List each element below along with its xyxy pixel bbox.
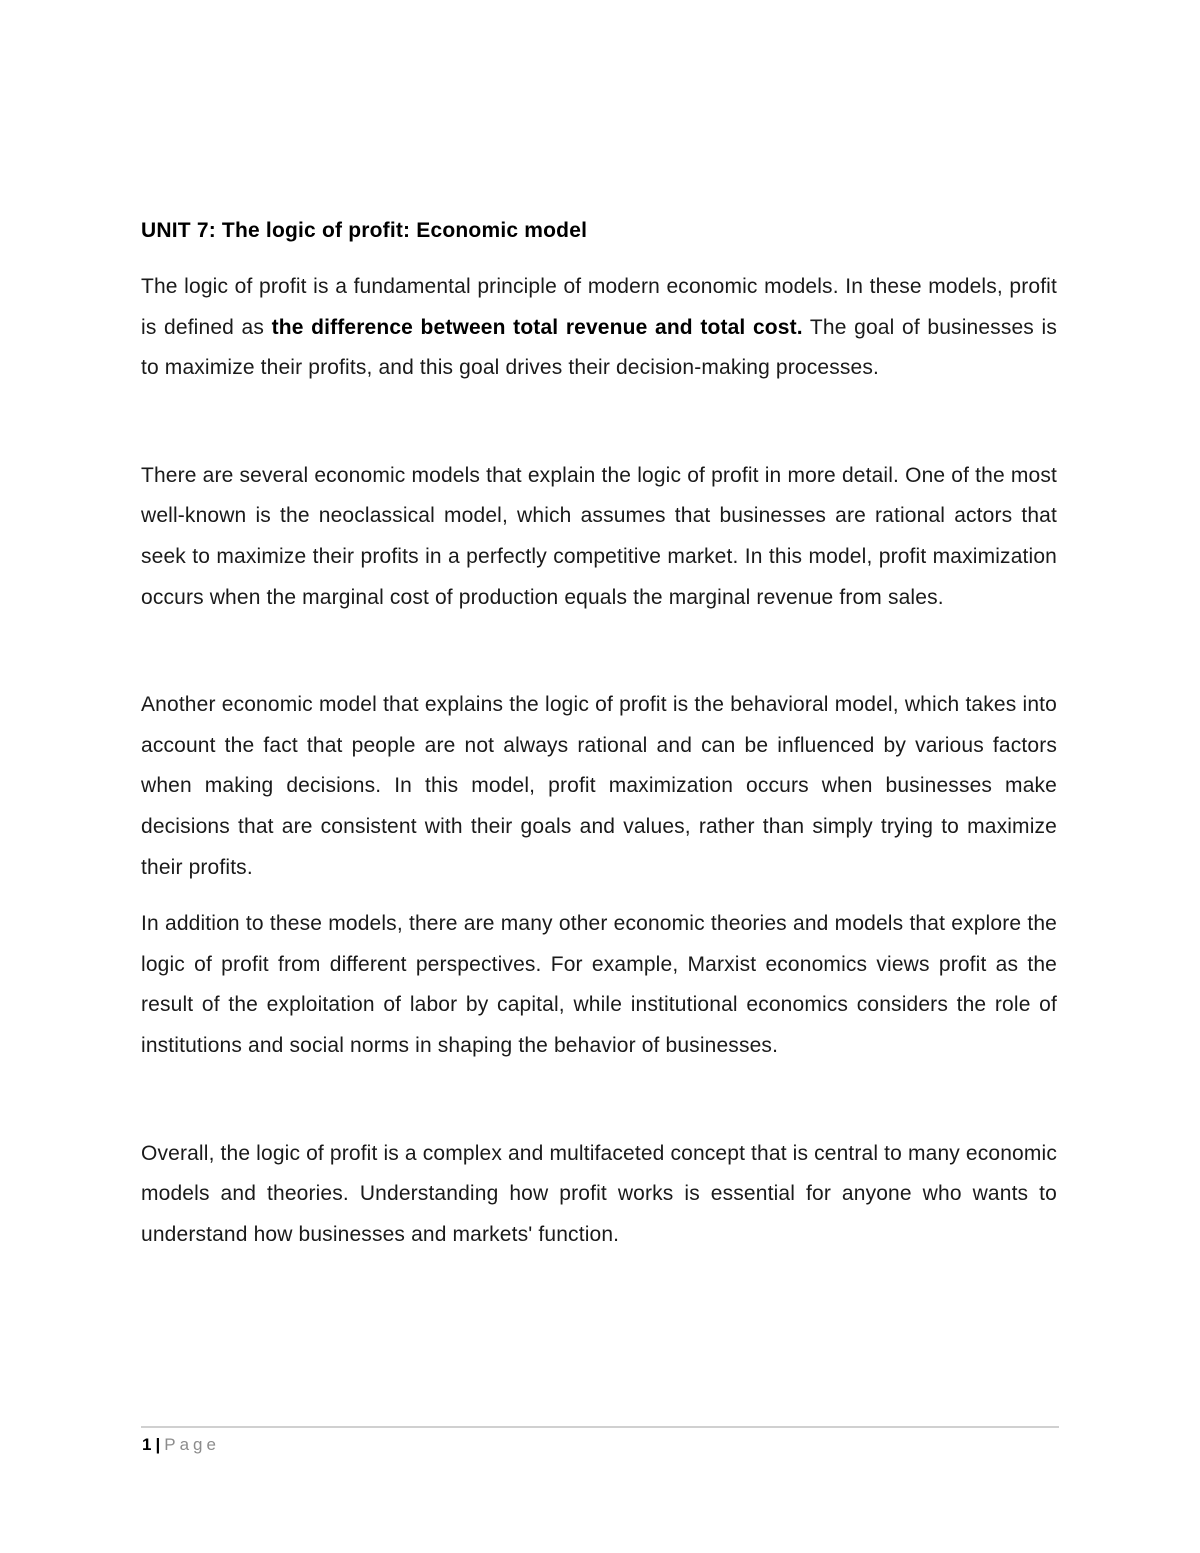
paragraph-5: Overall, the logic of profit is a complex and multifaceted concept that is central to many economic models and theories. Understanding how profit works is essential for anyone who wants to understand how businesses and markets' function. <box>141 1141 1057 1246</box>
paragraph-1-text-start: The logic of profit is a fundamental principle of modern economic models. In these models, profit is defined as <box>141 275 1057 339</box>
paragraph-4: In addition to these models, there are many other economic theories and models that explore the logic of profit from different perspectives. For example, Marxist economics views profit as the result of the exploitation of labor by capital, while institutional economics considers the role of institutions and social norms in shaping the behavior of businesses. <box>141 912 1057 1057</box>
page-label: Page <box>164 1435 220 1454</box>
footer-divider <box>141 1426 1059 1428</box>
profit-definition-bold: the difference between total revenue and total cost. <box>271 315 803 339</box>
paragraph-1-text-end: The goal of businesses is to maximize their profits, and this goal drives their decision-making processes. <box>141 315 1057 380</box>
document-body <box>141 213 1057 1255</box>
paragraph-spacer <box>141 389 1057 456</box>
paragraph-1 <box>141 267 1057 389</box>
page-footer <box>142 1433 220 1457</box>
paragraph-2: There are several economic models that explain the logic of profit in more detail. One of the most well-known is the neoclassical model, which assumes that businesses are rational actors that seek to maximize their profits in a perfectly competitive market. In this model, profit maximization occurs when the marginal cost of production equals the marginal revenue from sales. <box>141 463 1057 609</box>
footer-separator: | <box>155 1435 161 1454</box>
paragraph-spacer <box>141 1067 1057 1134</box>
paragraph-3: Another economic model that explains the logic of profit is the behavioral model, which takes into account the fact that people are not always rational and can be influenced by various factors when making decisions. In this model, profit maximization occurs when businesses make decisions that are consistent with their goals and values, rather than simply trying to maximize their profits. <box>141 693 1057 879</box>
paragraph-spacer <box>141 618 1057 685</box>
paragraph-spacer <box>141 888 1057 904</box>
page-number: 1 <box>142 1435 152 1454</box>
document-title: UNIT 7: The logic of profit: Economic model <box>141 219 588 242</box>
